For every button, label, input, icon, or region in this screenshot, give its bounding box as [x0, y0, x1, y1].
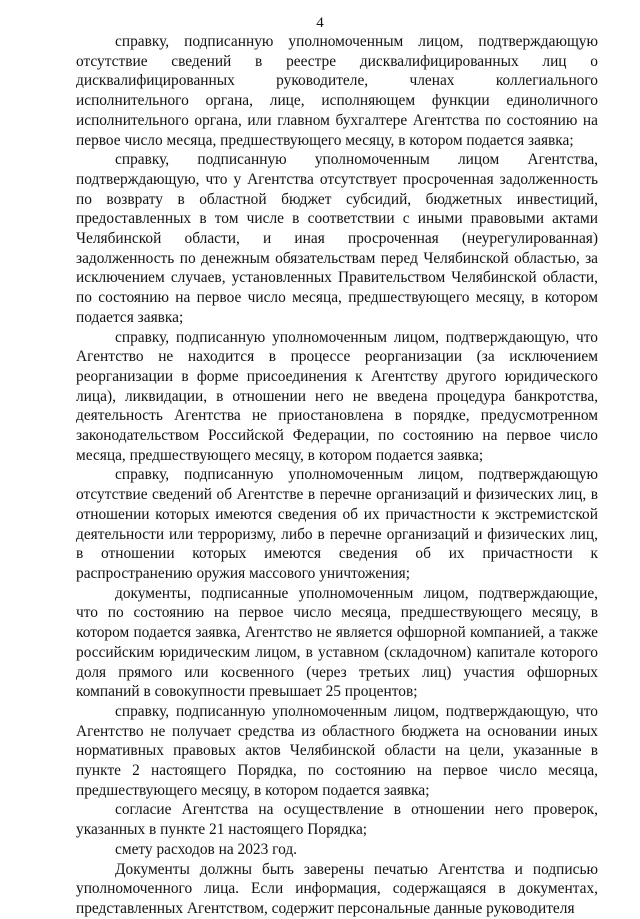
paragraph-no-other-funding-certificate: справку, подписанную уполномоченным лицом, подтверждающую, что Агентство не получает средства из областного бюджета на основании иных нормативных правовых актов Челябинской области на цели, указанные в пункте 2 настоящего Порядка, по состоянию на первое число месяца, предшествующего месяцу, в котором подается заявка;: [76, 702, 598, 799]
page-number: 4: [316, 15, 324, 31]
paragraph-no-overdue-debt-certificate: справку, подписанную уполномоченным лицом Агентства, подтверждающую, что у Агентства отсутствует просроченная задолженность по возврату в областной бюджет субсидий, бюджетных инвестиций, предоставленных в том числе в соответствии с иными правовыми актами Челябинской области, и иная просроченная (неурегулированная) задолженность по денежным обязательствам перед Челябинской областью, за исключением случаев, установленных Правительством Челябинской области, по состоянию на первое число месяца, предшествующего месяцу, в котором подается заявка;: [76, 151, 598, 326]
paragraph-disqualified-registry-certificate: справку, подписанную уполномоченным лицом, подтверждающую отсутствие сведений в реестре дисквалифицированных лиц о дисквалифицированных руководителе, членах коллегиального исполнительного органа, лице, исполняющем функции единоличного исполнительного органа, или главном бухгалтере Агентства по состоянию на первое число месяца, предшествующего месяцу, в котором подается заявка;: [76, 33, 598, 149]
document-body: [76, 32, 598, 919]
paragraph-cost-estimate: смету расходов на 2023 год.: [115, 840, 298, 858]
paragraph-no-reorganization-certificate: справку, подписанную уполномоченным лицом, подтверждающую, что Агентство не находится в процессе реорганизации (за исключением реорганизации в форме присоединения к Агентству другого юридического лица), ликвидации, в отношении него не введена процедура банкротства, деятельность Агентства не приостановлена в порядке, предусмотренном законодательством Российской Федерации, по состоянию на первое число месяца, предшествующего месяцу, в котором подается заявка;: [76, 328, 598, 464]
paragraph-certification-requirements: Документы должны быть заверены печатью Агентства и подписью уполномоченного лица. Если информация, содержащаяся в документах, представленных Агентством, содержит персональные данные руководителя: [76, 860, 598, 917]
paragraph-extremism-list-certificate: справку, подписанную уполномоченным лицом, подтверждающую отсутствие сведений об Агентстве в перечне организаций и физических лиц, в отношении которых имеются сведения об их причастности к экстремистской деятельности или терроризму, либо в перечне организаций и физических лиц, в отношении которых имеются сведения об их причастности к распространению оружия массового уничтожения;: [76, 466, 598, 582]
paragraph-inspection-consent: согласие Агентства на осуществление в отношении него проверок, указанных в пункте 21 настоящего Порядка;: [76, 801, 598, 839]
paragraph-offshore-documents: документы, подписанные уполномоченным лицом, подтверждающие, что по состоянию на первое число месяца, предшествующего месяцу, в котором подается заявка, Агентство не является офшорной компанией, а также российским юридическим лицом, в уставном (складочном) капитале которого доля прямого или косвенного (через третьих лиц) участия офшорных компаний в совокупности превышает 25 процентов;: [76, 584, 598, 701]
